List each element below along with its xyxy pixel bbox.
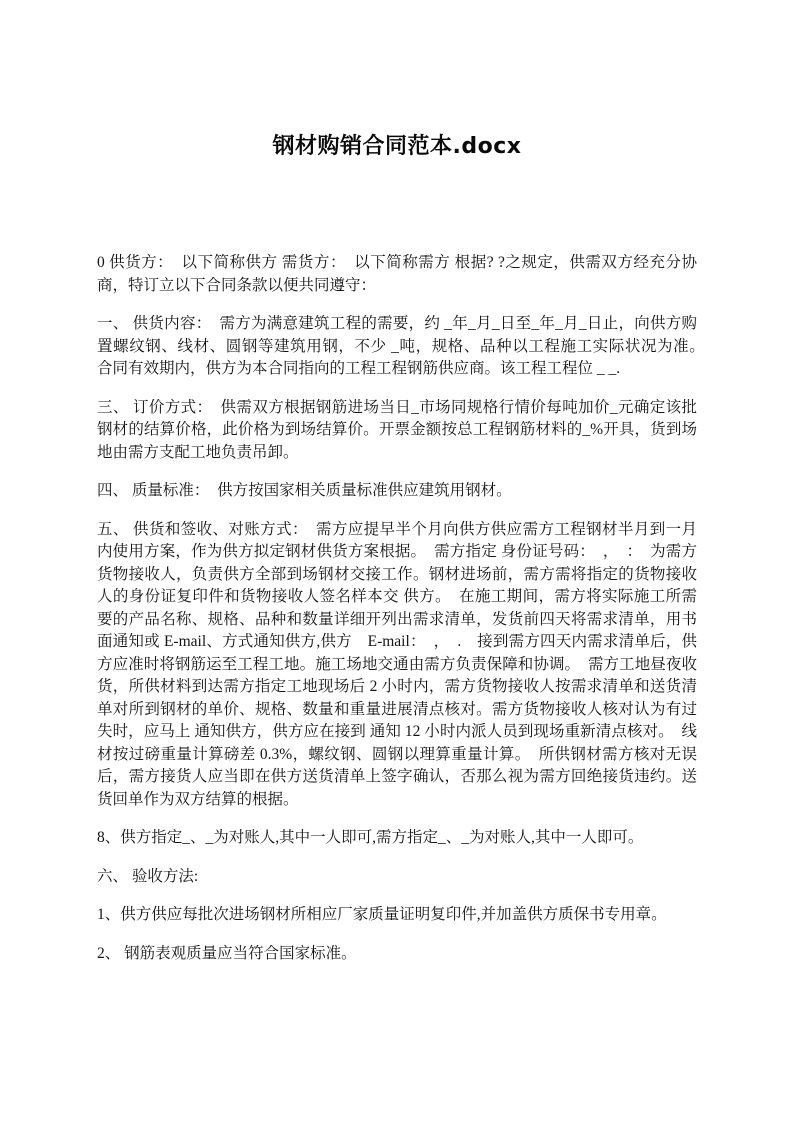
document-title: 钢材购销合同范本.docx [272, 134, 522, 159]
paragraph-intro: 0 供货方： 以下简称供方 需货方： 以下简称需方 根据? ?之规定，供需双方经充分协商，特订立以下合同条款以便共同遵守： [97, 254, 697, 294]
paragraph-pricing-method: 三、 订价方式： 供需双方根据钢筋进场当日_市场同规格行情价每吨加价_元确定该批钢材的结算价格，此价格为到场结算价。开票金额按总工程钢筋材料的_%开具，货到场地由需方支配工地负责吊卸。 [97, 398, 697, 461]
paragraph-quality-standard: 四、 质量标准： 供方按国家相关质量标准供应建筑用钢材。 [97, 482, 512, 499]
paragraph-delivery-signoff: 五、 供货和签收、对账方式： 需方应提早半个月向供方供应需方工程钢材半月到一月内使用方案，作为供方拟定钢材供货方案根据。 需方指定 身份证号码： ， ： 为需方货物接收人，负责供方全部到场钢材交接工作。钢材进场前，需方需将指定的货物接收人的身份证复印件和货物接收人签名样本交 供方。 在施工期间，需方将实际施工所需要的产品名称、规格、品种和数量详细开列出需求清单，发货前四天将需求清单，用书面通知或 E-mail、方式通知供方,供方 E-mail： ， . 接到需方四天内需求清单后，供方应准时将钢筋运至工程工地。施工场地交通由需方负责保障和协调。 需方工地昼夜收货，所供材料到达需方指定工地现场后 2 小时内，需方货物接收人按需求清单和送货清单对所到钢材的单价、规格、数量和重量进展清点核对。需方货物接收人核对认为有过失时，应马上 通知供方，供方应在接到 通知 12 小时内派人员到现场重新清点核对。 线材按过磅重量计算磅差 0.3%，螺纹钢、圆钢以理算重量计算。 所供钢材需方核对无误后，需方接货人应当即在供方送货清单上签字确认，否那么视为需方回绝接货违约。送货回单作为双方结算的根据。 [97, 520, 697, 808]
paragraph-acceptance-2: 2、 钢筋表观质量应当符合国家标准。 [97, 944, 357, 962]
paragraph-acceptance-1: 1、供方供应每批次进场钢材所相应厂家质量证明复印件,并加盖供方质保书专用章。 [97, 906, 667, 923]
paragraph-reconciliation: 8、供方指定_、_为对账人,其中一人即可,需方指定_、_为对账人,其中一人即可。 [97, 829, 644, 846]
paragraph-supply-content: 一、 供货内容： 需方为满意建筑工程的需要，约 _年_月_日至_年_月_日止，向供方购置螺纹钢、线材、圆钢等建筑用钢，不少 _吨，规格、品种以工程施工实际状况为准。 合同有效期内，供方为本合同指向的工程工程钢筋供应商。该工程工程位 _ _. [97, 315, 713, 377]
document-body [97, 252, 713, 965]
paragraph-acceptance-title: 六、 验收方法: [97, 867, 199, 885]
